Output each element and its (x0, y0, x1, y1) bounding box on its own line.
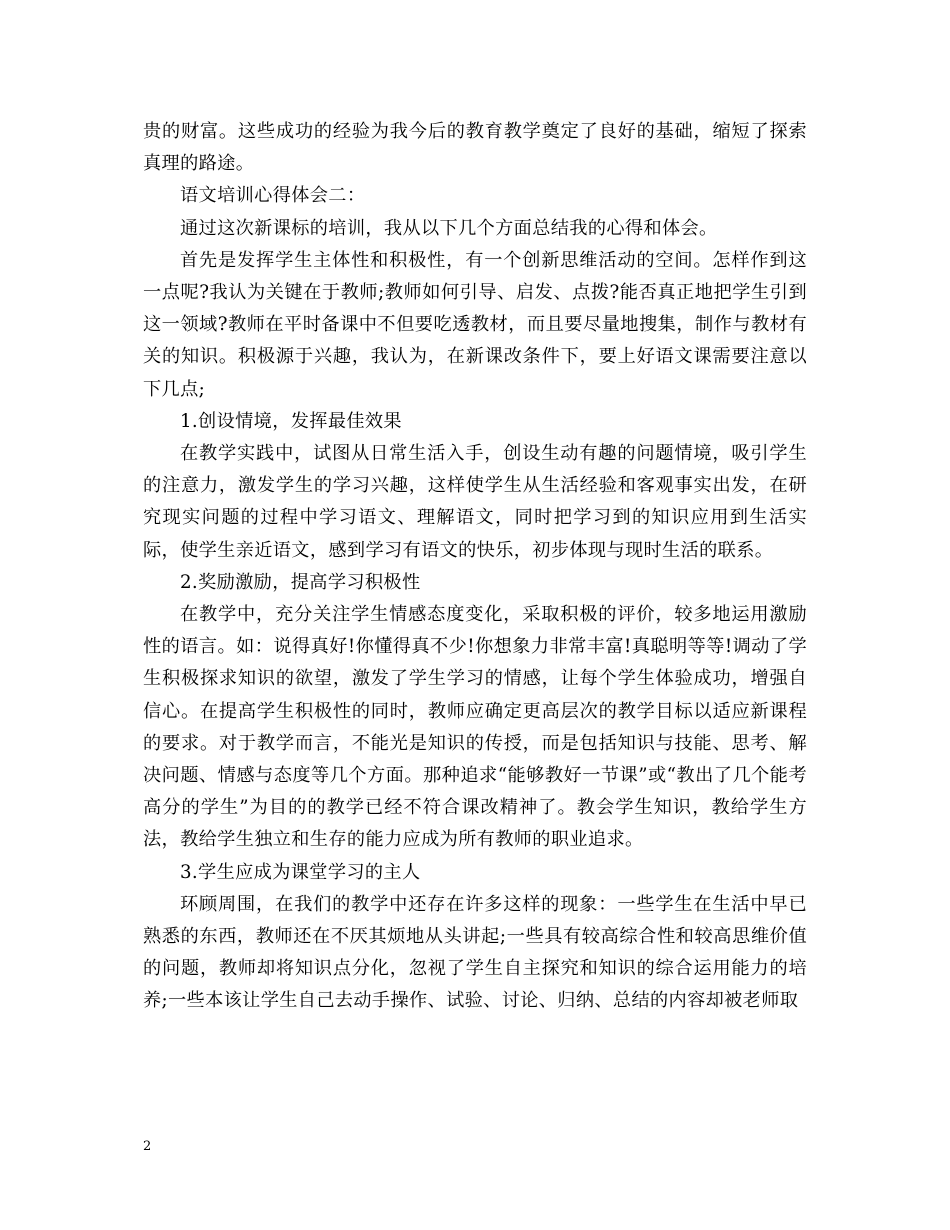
paragraph-situation-creation: 在教学实践中，试图从日常生活入手，创设生动有趣的问题情境，吸引学生的注意力，激发学生的学习兴趣，这样使学生从生活经验和客观事实出发，在研究现实问题的过程中学习语文、理解语文，同时把学习到的知识应用到生活实际，使学生亲近语文，感到学习有语文的快乐，初步体现与现时生活的联系。 (143, 443, 807, 561)
paragraph-students-as-masters: 环顾周围，在我们的教学中还存在许多这样的现象：一些学生在生活中早已熟悉的东西，教师还在不厌其烦地从头讲起;一些具有较高综合性和较高思维价值的问题，教师却将知识点分化，忽视了学生自主探究和知识的综合运用能力的培养;一些本该让学生自己去动手操作、试验、讨论、归纳、总结的内容却被老师取 (143, 893, 807, 1012)
list-heading-3: 3.学生应成为课堂学习的主人 (180, 861, 421, 883)
paragraph-encouragement: 在教学中，充分关注学生情感态度变化，采取积极的评价，较多地运用激励性的语言。如：说得真好!你懂得真不少!你想象力非常丰富!真聪明等等!调动了学生积极探求知识的欲望，激发了学生学习的情感，让每个学生体验成功，增强自信心。在提高学生积极性的同时，教师应确定更高层次的教学目标以适应新课程的要求。对于教学而言，不能光是知识的传授，而是包括知识与技能、思考、解决问题、情感与态度等几个方面。那种追求“能够教好一节课”或“教出了几个能考高分的学生”为目的的教学已经不符合课改精神了。教会学生知识，教给学生方法，教给学生独立和生存的能力应成为所有教师的职业追求。 (143, 604, 807, 851)
page-number: 2 (143, 1139, 152, 1154)
list-heading-2: 2.奖励激励，提高学习积极性 (180, 571, 421, 593)
paragraph-student-initiative: 首先是发挥学生主体性和积极性，有一个创新思维活动的空间。怎样作到这一点呢?我认为关键在于教师;教师如何引导、启发、点拨?能否真正地把学生引到这一领域?教师在平时备课中不但要吃透教材，而且要尽量地搜集，制作与教材有关的知识。积极源于兴趣，我认为，在新课改条件下，要上好语文课需要注意以下几点; (143, 249, 807, 400)
paragraph-intro: 通过这次新课标的培训，我从以下几个方面总结我的心得和体会。 (180, 217, 718, 239)
list-heading-1: 1.创设情境，发挥最佳效果 (180, 410, 402, 432)
section-heading-training-notes-two: 语文培训心得体会二： (180, 185, 366, 207)
paragraph-continuation: 贵的财富。这些成功的经验为我今后的教育教学奠定了良好的基础，缩短了探索真理的路途。 (143, 121, 807, 175)
document-body (143, 116, 807, 1018)
